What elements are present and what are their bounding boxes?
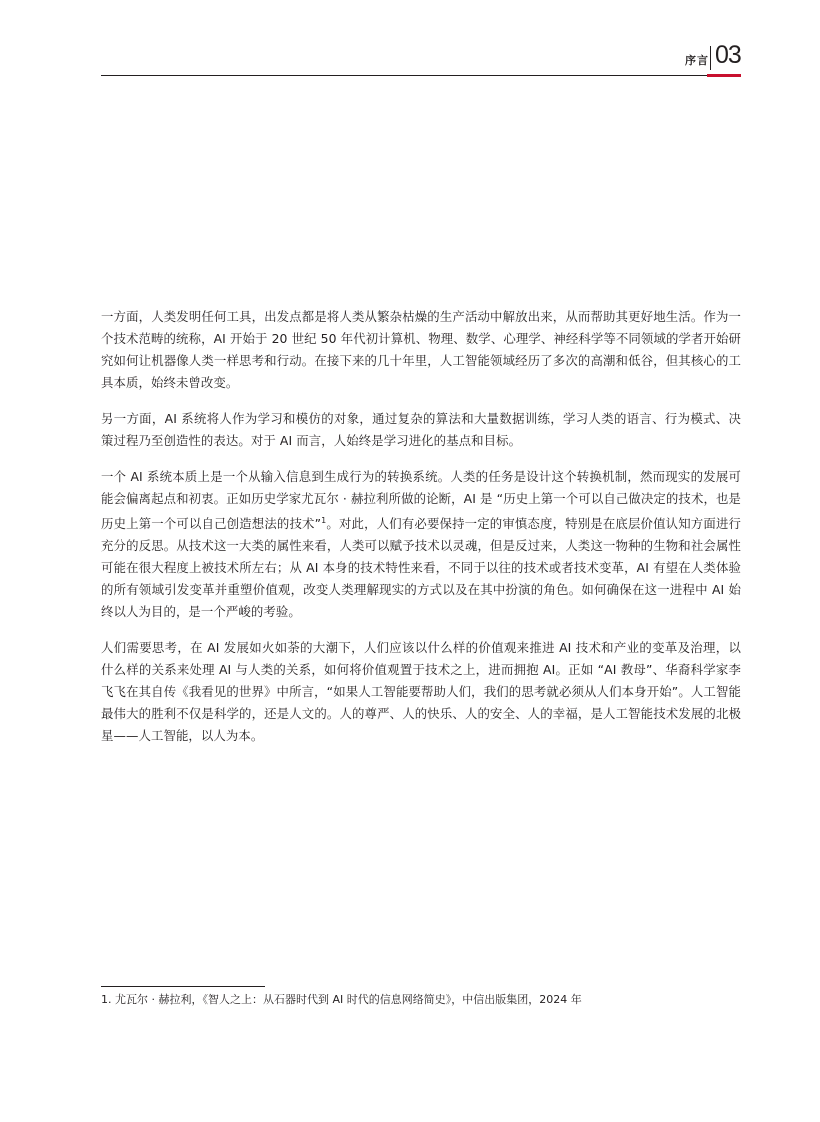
paragraph-3 [101,466,741,623]
footnote-rule [101,986,265,987]
paragraph-4: 人们需要思考，在 AI 发展如火如荼的大潮下，人们应该以什么样的价值观来推进 AI 技术和产业的变革及治理，以什么样的关系来处理 AI 与人类的关系，如何将价值观置于技术之上，进而拥抱 AI。正如 “AI 教母”、华裔科学家李飞飞在其自传《我看见的世界》中所言，“如果人工智能要帮助人们，我们的思考就必须从人们本身开始”。人工智能最伟大的胜利不仅是科学的，还是人文的。人的尊严、人的快乐、人的安全、人的幸福，是人工智能技术发展的北极星——人工智能，以人为本。 [101,640,741,744]
paragraph-3-part-a: 一个 AI 系统本质上是一个从输入信息到生成行为的转换系统。人类的任务是设计这个转换机制，然而现实的发展可能会偏离起点和初衷。正如历史学家尤瓦尔 · 赫拉利所做的论断，AI 是 “历史上第一个可以自己做决定的技术，也是历史上第一个可以自己创造想法的技术” [101,469,741,532]
body-text [101,306,741,761]
section-label: 序言 [685,54,709,67]
paragraph-2: 另一方面，AI 系统将人作为学习和模仿的对象，通过复杂的算法和大量数据训练，学习人类的语言、行为模式、决策过程乃至创造性的表达。对于 AI 而言，人始终是学习进化的基点和目标。 [101,411,741,448]
footnote: 1. 尤瓦尔 · 赫拉利，《智人之上：从石器时代到 AI 时代的信息网络简史》，中信出版集团，2024 年 [101,993,582,1006]
page-number: 03 [715,41,741,69]
header-rule [101,75,741,76]
header-accent-bar [707,74,741,77]
page-header [101,40,741,80]
header-divider [710,46,711,70]
footnote-ref: 1 [321,516,327,525]
paragraph-3-part-b: 。对此，人们有必要保持一定的审慎态度，特别是在底层价值认知方面进行充分的反思。从技术这一大类的属性来看，人类可以赋予技术以灵魂，但是反过来，人类这一物种的生物和社会属性可能在很大程度上被技术所左右；从 AI 本身的技术特性来看，不同于以往的技术或者技术变革，AI 有望在人类体验的所有领域引发变革并重塑价值观，改变人类理解现实的方式以及在其中扮演的角色。如何确保在这一进程中 AI 始终以人为目的，是一个严峻的考验。 [101,516,741,620]
paragraph-1: 一方面，人类发明任何工具，出发点都是将人类从繁杂枯燥的生产活动中解放出来，从而帮助其更好地生活。作为一个技术范畴的统称，AI 开始于 20 世纪 50 年代初计算机、物理、数学、心理学、神经科学等不同领域的学者开始研究如何让机器像人类一样思考和行动。在接下来的几十年里，人工智能领域经历了多次的高潮和低谷，但其核心的工具本质，始终未曾改变。 [101,309,741,390]
